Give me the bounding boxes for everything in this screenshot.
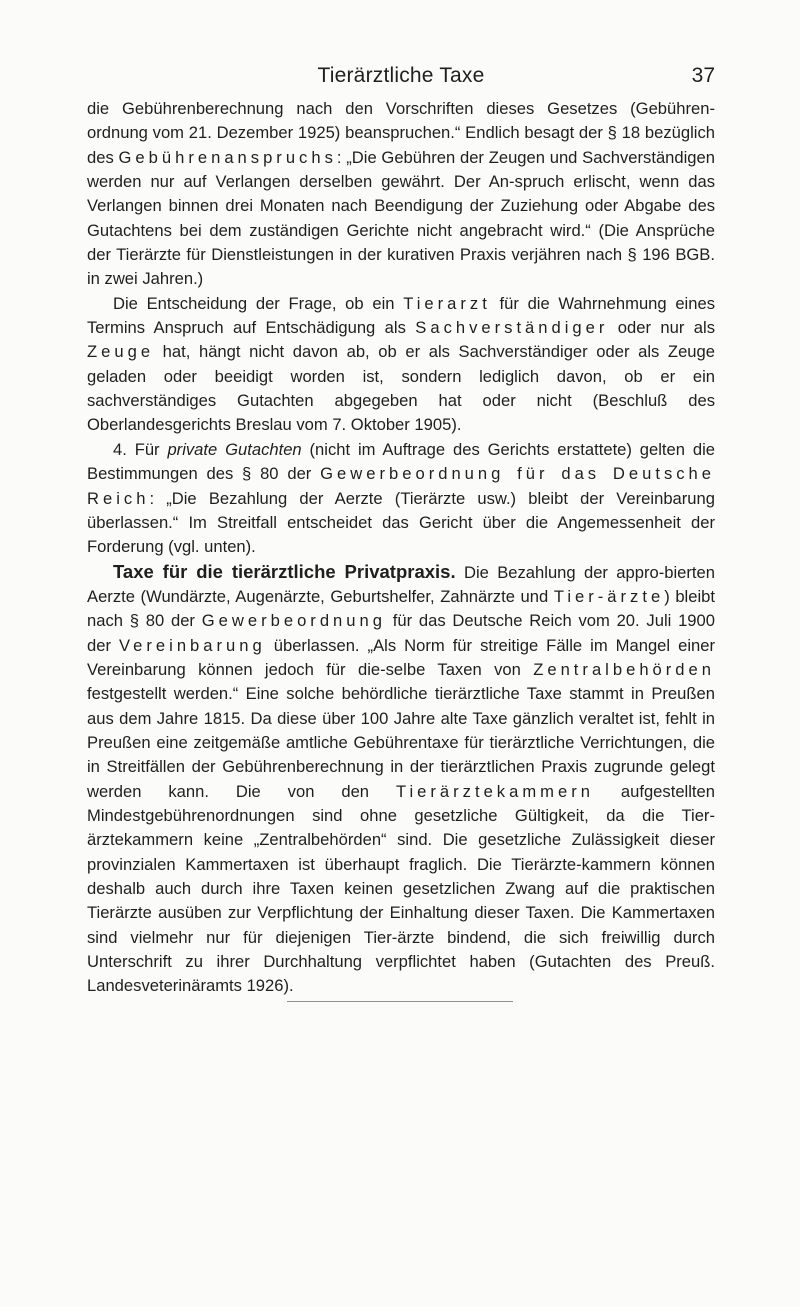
text-run: : „Die Gebühren der Zeugen und Sachverständigen werden nur auf Verlangen derselben gewährt. Der An-spruch erlischt, wenn das Verlangen binnen drei Monaten nach Beendigung der Zuziehung oder Abgabe des Gutachtens bei dem zuständigen Gerichte nicht angebracht wird.“ (Die Ansprüche der Tierärzte für Dienstleistungen in der kurativen Praxis verjähren nach § 196 BGB. in zwei Jahren.)	[87, 147, 715, 289]
italic-emphasis: private Gutachten	[167, 439, 302, 459]
spaced-emphasis: Sachverständiger	[415, 318, 609, 338]
text-run: festgestellt werden.“ Eine solche behördliche tierärztliche Taxe stammt in Preußen aus dem Jahre 1815. Da diese über 100 Jahre alte Taxe gänzlich veraltet ist, fehlt in Preußen eine zeitgemäße amtliche Gebührentaxe für tierärztliche Verrichtungen, die in Streitfällen der Gebührenberechnung in der tierärztlichen Praxis zugrunde gelegt werden kann. Die von den	[87, 684, 715, 801]
text-run: (nicht im Auftrage des Gerichts erstattete) gelten die Bestimmungen des § 80 der	[87, 439, 715, 484]
spaced-emphasis: Tierärztekammern	[395, 781, 594, 801]
spaced-emphasis: Tier-ärzte	[553, 586, 665, 606]
paragraph-private-practice	[87, 560, 715, 999]
text-run: Die Bezahlung der appro-bierten Aerzte (Wundärzte, Augenärzte, Geburtshelfer, Zahnärzte und	[87, 562, 716, 606]
page-header	[87, 64, 715, 94]
spaced-emphasis: Gebührenanspruchs	[118, 147, 337, 167]
text-run: 4. Für	[113, 439, 168, 459]
text-run: : „Die Bezahlung der Aerzte (Tierärzte usw.) bleibt der Vereinbarung überlassen.“ Im Streitfall entscheidet das Gericht über die Angemessenheit der Forderung (vgl. unten).	[87, 488, 715, 557]
spaced-emphasis: Vereinbarung	[119, 635, 266, 655]
text-run: aufgestellten Mindestgebührenordnungen sind ohne gesetzliche Gültigkeit, da die Tier-ärztekammern keine „Zentralbehörden“ sind. Die gesetzliche Zulässigkeit dieser provinzialen Kammertaxen ist überhaupt fraglich. Die Tierärzte-kammern können deshalb auch durch ihre Taxen keinen gesetzlichen Zwang auf die praktischen Tierärzte ausüben zur Verpflichtung der Einhaltung dieser Taxen. Die Kammertaxen sind vielmehr nur für diejenigen Tier-ärzte bindend, die sich freiwillig durch Unterschrift zu ihrer Durchhaltung verpflichtet haben (Gutachten des Preuß. Landesveterinäramts 1926).	[87, 781, 715, 996]
text-run: die Gebührenberechnung nach den Vorschriften dieses Gesetzes (Gebühren-ordnung vom 21. Dezember 1925) beanspruchen.“ Endlich besagt der § 18 bezüglich des	[87, 99, 715, 167]
spaced-emphasis: Gewerbeordnung für das Deutsche Reich	[87, 464, 716, 508]
text-run: ) bleibt nach § 80 der	[87, 586, 715, 631]
text-run: für die Wahrnehmung eines Termins Anspruch auf Entschädigung als	[87, 293, 715, 338]
text-run: oder nur als	[608, 318, 715, 338]
text-run: hat, hängt nicht davon ab, ob er als Sachverständiger oder als Zeuge geladen oder beeidigt worden ist, sondern lediglich davon, ob er ein sachverständiges Gutachten abgegeben hat oder nicht (Beschluß des Oberlandesgerichts Breslau vom 7. Oktober 1905).	[87, 342, 715, 435]
page-number: 37	[691, 64, 715, 87]
text-run: überlassen. „Als Norm für streitige Fälle im Mangel einer Vereinbarung können jedoch für die-selbe Taxen von	[87, 635, 716, 679]
spaced-emphasis: Zentralbehörden	[533, 659, 715, 679]
body-text	[87, 97, 715, 999]
text-run: für das Deutsche Reich vom 20. Juli 1900 der	[87, 611, 715, 655]
spaced-emphasis: Tierarzt	[403, 293, 491, 313]
text-run: Die Entscheidung der Frage, ob ein	[113, 293, 404, 313]
running-title: Tierärztliche Taxe	[317, 64, 485, 87]
closing-rule	[287, 1001, 513, 1002]
paragraph-private-reports	[87, 438, 715, 560]
spaced-emphasis: Gewerbeordnung	[201, 611, 386, 631]
section-heading: Taxe für die tierärztliche Privatpraxis.	[113, 560, 456, 582]
spaced-emphasis: Zeuge	[87, 342, 155, 362]
paragraph-expert-witness	[87, 292, 715, 438]
paragraph-fee-claim	[87, 97, 715, 292]
